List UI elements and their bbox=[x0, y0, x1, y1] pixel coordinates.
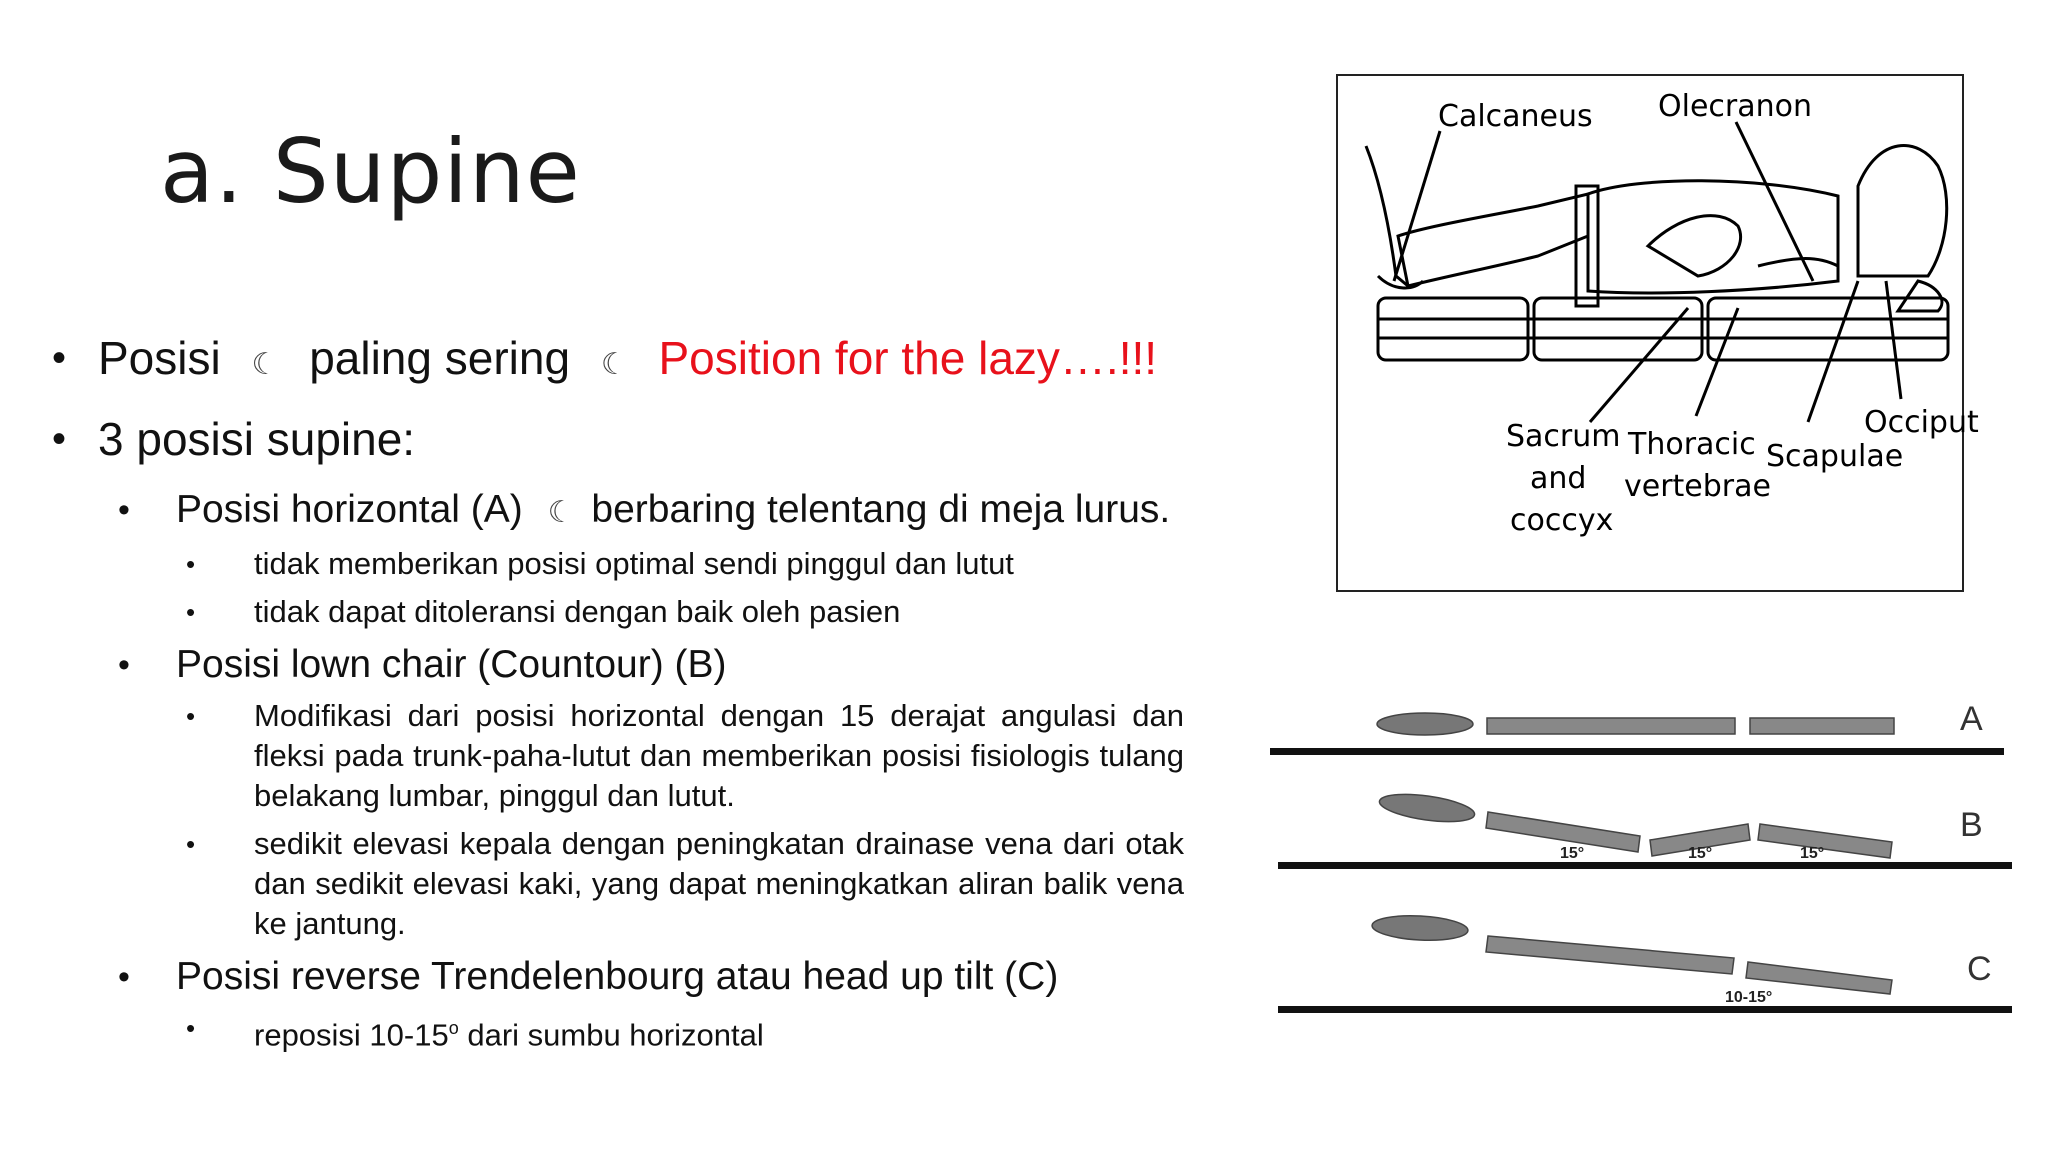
subsub-2b bbox=[186, 824, 1184, 944]
bullet-text: tidak dapat ditoleransi dengan baik oleh pasien bbox=[254, 594, 901, 629]
bullet-text: Modifikasi dari posisi horizontal dengan 15 derajat angulasi dan fleksi pada trunk-paha-lutut dan memberikan posisi fisiologis tulang belakang lumbar, pinggul dan lutut. bbox=[254, 698, 1184, 813]
bullet-list bbox=[52, 330, 1202, 1063]
angle-label-b3: 15° bbox=[1800, 845, 1825, 862]
bullet-dot: • bbox=[118, 958, 130, 996]
bullet-dot: • bbox=[118, 646, 130, 684]
torso-outline bbox=[1588, 181, 1838, 293]
bullet-text: Posisi bbox=[98, 332, 221, 384]
bullet-dot: • bbox=[186, 829, 196, 859]
legs-outline bbox=[1398, 194, 1588, 286]
degree-superscript: o bbox=[448, 1018, 459, 1038]
subsub-1b bbox=[186, 592, 1202, 632]
label-thoracic: Thoracic bbox=[1628, 427, 1756, 462]
angle-label-c1: 10-15° bbox=[1725, 989, 1773, 1006]
positions-drawing bbox=[1270, 690, 2040, 1030]
pointer-scapulae bbox=[1808, 281, 1858, 422]
bullet-text: sedikit elevasi kepala dengan peningkatan drainase vena dari otak dan sedikit elevasi kaki, yang dapat meningkatkan aliran balik vena ke jantung. bbox=[254, 826, 1184, 941]
label-vertebrae: vertebrae bbox=[1624, 469, 1771, 504]
subsub-1a bbox=[186, 544, 1202, 584]
subbullet-horizontal bbox=[118, 485, 1202, 538]
bullet-text: dari sumbu horizontal bbox=[458, 1017, 764, 1053]
bullet-text: Posisi reverse Trendelenbourg atau head up tilt (C) bbox=[176, 955, 1059, 998]
heel-outline bbox=[1378, 276, 1423, 288]
bullet-text: Posisi horizontal (A) bbox=[176, 488, 523, 531]
head-ellipse-a bbox=[1377, 713, 1473, 735]
label-calcaneus: Calcaneus bbox=[1438, 99, 1593, 134]
bullet-text: tidak memberikan posisi optimal sendi pinggul dan lutut bbox=[254, 546, 1014, 581]
label-olecranon: Olecranon bbox=[1658, 89, 1812, 124]
pointer-sacrum bbox=[1590, 308, 1688, 422]
table-segment-a1 bbox=[1487, 718, 1735, 734]
highlight-text: Position for the lazy….!!! bbox=[658, 332, 1158, 384]
subbullet-lown-chair bbox=[118, 640, 1202, 690]
supine-pressure-points-figure bbox=[1336, 74, 1979, 592]
bullet-text: Posisi lown chair (Countour) (B) bbox=[176, 643, 727, 686]
label-scapulae: Scapulae bbox=[1766, 439, 1904, 474]
table-segment-b3 bbox=[1758, 824, 1892, 858]
subsub-2a bbox=[186, 696, 1184, 816]
supine-positions-figure bbox=[1270, 690, 2040, 1030]
floor-line-a bbox=[1270, 748, 2004, 755]
bullet-dot: • bbox=[186, 549, 196, 579]
label-coccyx: coccyx bbox=[1510, 503, 1614, 538]
label-c: C bbox=[1967, 950, 1992, 988]
label-a: A bbox=[1960, 700, 1983, 738]
bullet-dot: • bbox=[52, 336, 67, 380]
bullet-3-posisi bbox=[52, 411, 1202, 467]
pillow-outline bbox=[1898, 281, 1942, 311]
bullet-dot: • bbox=[186, 597, 196, 627]
label-occiput: Occiput bbox=[1864, 405, 1979, 440]
floor-line-c bbox=[1278, 1006, 2012, 1013]
label-sacrum: Sacrum bbox=[1506, 419, 1621, 454]
table-segment-a2 bbox=[1750, 718, 1894, 734]
arm-outline bbox=[1758, 259, 1838, 267]
arrow-icon: ☾ bbox=[251, 348, 279, 381]
table-segment bbox=[1708, 298, 1948, 360]
bullet-dot: • bbox=[118, 491, 130, 529]
table-segment bbox=[1534, 298, 1702, 360]
label-b: B bbox=[1960, 806, 1983, 844]
subsub-3a bbox=[186, 1008, 1202, 1055]
bullet-text: paling sering bbox=[309, 332, 571, 384]
bullet-dot: • bbox=[186, 1013, 196, 1043]
head-ellipse-b bbox=[1378, 789, 1476, 826]
slide-title: a. Supine bbox=[160, 120, 581, 223]
floor-line-b bbox=[1278, 862, 2012, 869]
supine-figure-drawing bbox=[1338, 76, 1979, 590]
pointer-calcaneus bbox=[1394, 131, 1440, 281]
pointer-olecranon bbox=[1736, 122, 1813, 281]
head-ellipse-c bbox=[1371, 914, 1468, 943]
bullet-text: berbaring telentang di meja lurus. bbox=[591, 488, 1171, 531]
angle-label-b1: 15° bbox=[1560, 845, 1585, 862]
table-segment bbox=[1378, 298, 1528, 360]
arrow-icon: ☾ bbox=[547, 496, 575, 529]
bullet-dot: • bbox=[186, 701, 196, 731]
label-sacrum-and: and bbox=[1530, 461, 1587, 496]
subbullet-reverse-trendelenbourg bbox=[118, 952, 1202, 1002]
table-segment-c1 bbox=[1486, 936, 1734, 974]
head-outline bbox=[1858, 146, 1947, 276]
angle-label-b2: 15° bbox=[1688, 845, 1713, 862]
bullet-posisi bbox=[52, 330, 1202, 393]
bullet-text: 3 posisi supine: bbox=[98, 413, 416, 465]
bullet-dot: • bbox=[52, 417, 67, 461]
foot-outline bbox=[1366, 146, 1408, 286]
hand-outline bbox=[1648, 216, 1741, 276]
arrow-icon: ☾ bbox=[600, 348, 628, 381]
bullet-text: reposisi 10-15 bbox=[254, 1017, 449, 1053]
